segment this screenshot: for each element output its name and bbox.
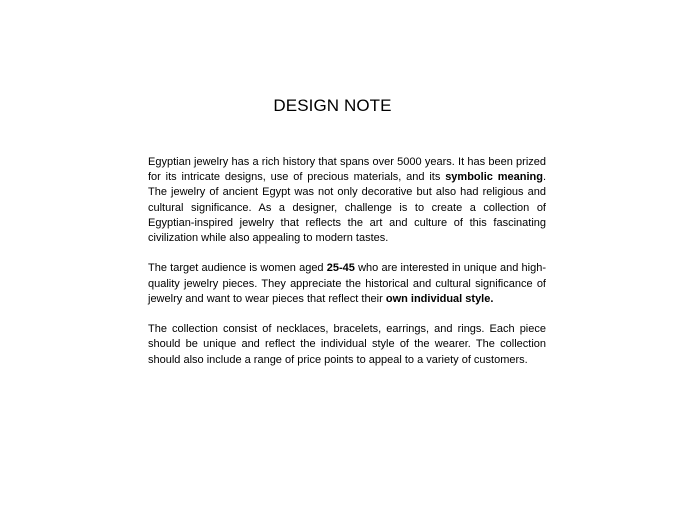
emphasis-symbolic-meaning: symbolic meaning [445,171,543,184]
paragraph-history-text-2: . The jewelry of ancient Egypt was not only decorative but also had religious and cultural significance. As a designer, challenge is to create a collection of Egyptian-inspired jewelry that reflects the art and culture of this fascinating civilization while also appealing to modern tastes. [148,171,546,245]
paragraph-history-text-1: Egyptian jewelry has a rich history that spans over 5000 years. It has been prized for its intricate designs, use of precious materials, and its [148,156,546,184]
paragraph-audience-text-2: who are interested in unique and high-quality jewelry pieces. They appreciate the historical and cultural significance of jewelry and want to wear pieces that reflect their [148,262,547,305]
paragraph-audience-text-1: The target audience is women aged [148,262,327,275]
document-title: DESIGN NOTE [273,96,392,115]
paragraph-audience [148,261,546,307]
document-body [148,155,546,383]
paragraph-history [148,155,546,246]
emphasis-individual-style: own individual style. [385,292,494,305]
emphasis-age-range: 25-45 [326,262,355,275]
paragraph-collection: The collection consist of necklaces, bracelets, earrings, and rings. Each piece should be unique and reflect the individual style of the wearer. The collection should also include a range of price points to appeal to a variety of customers. [148,323,546,366]
